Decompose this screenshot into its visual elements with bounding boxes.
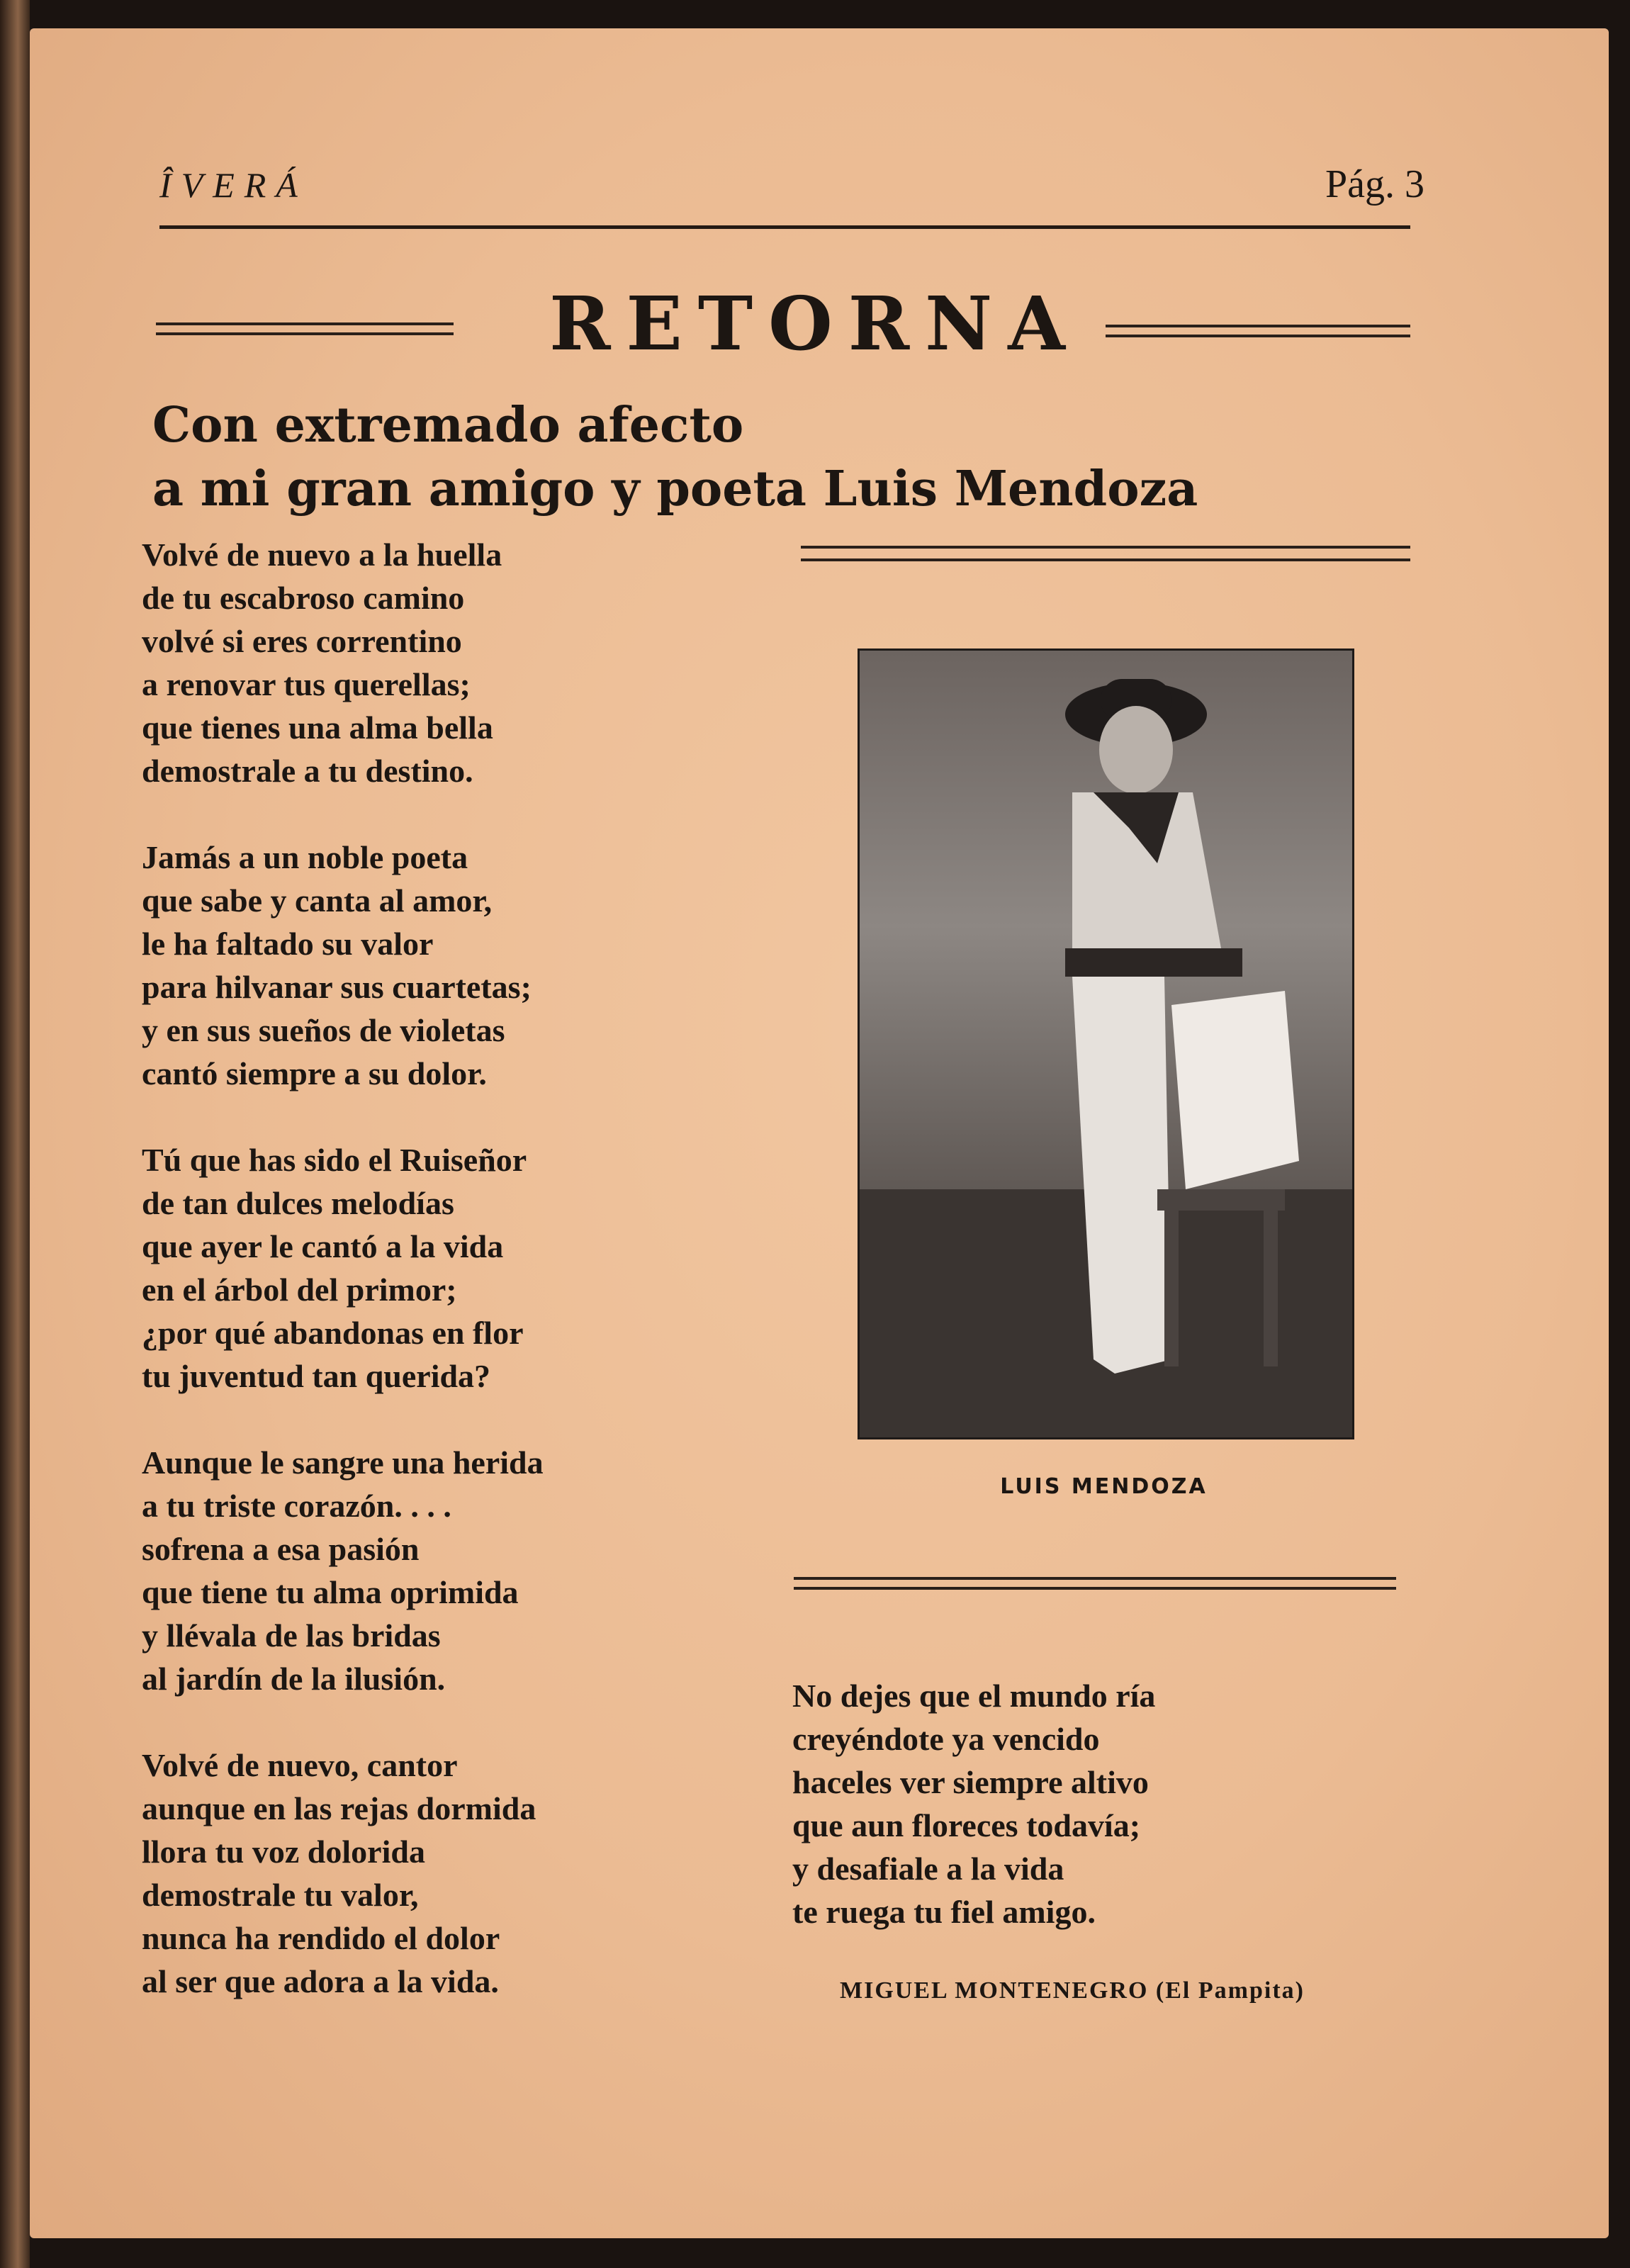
verse-line: y llévala de las bridas (142, 1617, 441, 1654)
verse-line: que ayer le cantó a la vida (142, 1228, 504, 1264)
verse-line: creyéndote ya vencido (792, 1721, 1100, 1757)
author-signature: MIGUEL MONTENEGRO (El Pampita) (840, 1977, 1305, 2004)
verse-line: aunque en las rejas dormida (142, 1790, 536, 1826)
stanza (142, 1441, 780, 1700)
photo-caption: LUIS MENDOZA (1000, 1474, 1208, 1499)
verse-line: que tienes una alma bella (142, 709, 493, 746)
column-rule-top (801, 546, 1410, 561)
verse-line: Volvé de nuevo, cantor (142, 1747, 458, 1783)
portrait-photo (858, 649, 1354, 1439)
page-number: Pág. 3 (1325, 162, 1424, 206)
dedication-line-2: a mi gran amigo y poeta Luis Mendoza (152, 461, 1198, 517)
verse-line: que sabe y canta al amor, (142, 882, 493, 919)
column-rule-bottom (794, 1577, 1396, 1590)
verse-line: cantó siempre a su dolor. (142, 1055, 487, 1091)
verse-line: Aunque le sangre una herida (142, 1444, 544, 1481)
stanza (142, 1138, 780, 1398)
poem-right-column (792, 1674, 1430, 1933)
portrait-figure (860, 651, 1352, 1437)
stanza (142, 836, 780, 1095)
verse-line: demostrale tu valor, (142, 1877, 419, 1913)
poem-left-column (142, 533, 780, 2046)
verse-line: a renovar tus querellas; (142, 666, 471, 702)
verse-line: No dejes que el mundo ría (792, 1678, 1156, 1714)
publication-name: ÎVERÁ (159, 165, 308, 205)
verse-line: al jardín de la ilusión. (142, 1661, 446, 1697)
dedication-line-1: Con extremado afecto (152, 397, 744, 454)
verse-line: Volvé de nuevo a la huella (142, 537, 502, 573)
verse-line: a tu triste corazón. . . . (142, 1488, 451, 1524)
verse-line: Jamás a un noble poeta (142, 839, 468, 875)
verse-line: sofrena a esa pasión (142, 1531, 420, 1567)
header-rule (159, 225, 1410, 229)
poem-title: RETORNA (549, 280, 1081, 367)
verse-line: y en sus sueños de violetas (142, 1012, 505, 1048)
verse-line: al ser que adora a la vida. (142, 1963, 499, 1999)
verse-line: nunca ha rendido el dolor (142, 1920, 500, 1956)
verse-line: te ruega tu fiel amigo. (792, 1894, 1096, 1930)
verse-line: demostrale a tu destino. (142, 753, 473, 789)
verse-line: para hilvanar sus cuartetas; (142, 969, 532, 1005)
verse-line: que aun floreces todavía; (792, 1807, 1141, 1843)
verse-line: y desafiale a la vida (792, 1851, 1064, 1887)
verse-line: haceles ver siempre altivo (792, 1764, 1149, 1800)
title-rule-right (1106, 325, 1410, 337)
verse-line: que tiene tu alma oprimida (142, 1574, 519, 1610)
verse-line: tu juventud tan querida? (142, 1358, 491, 1394)
verse-line: de tan dulces melodías (142, 1185, 454, 1221)
verse-line: llora tu voz dolorida (142, 1834, 425, 1870)
verse-line: de tu escabroso camino (142, 580, 465, 616)
verse-line: Tú que has sido el Ruiseñor (142, 1142, 527, 1178)
verse-line: ¿por qué abandonas en flor (142, 1315, 524, 1351)
stanza (142, 533, 780, 792)
verse-line: en el árbol del primor; (142, 1271, 457, 1308)
stanza (142, 1744, 780, 2003)
verse-line: volvé si eres correntino (142, 623, 462, 659)
verse-line: le ha faltado su valor (142, 926, 434, 962)
